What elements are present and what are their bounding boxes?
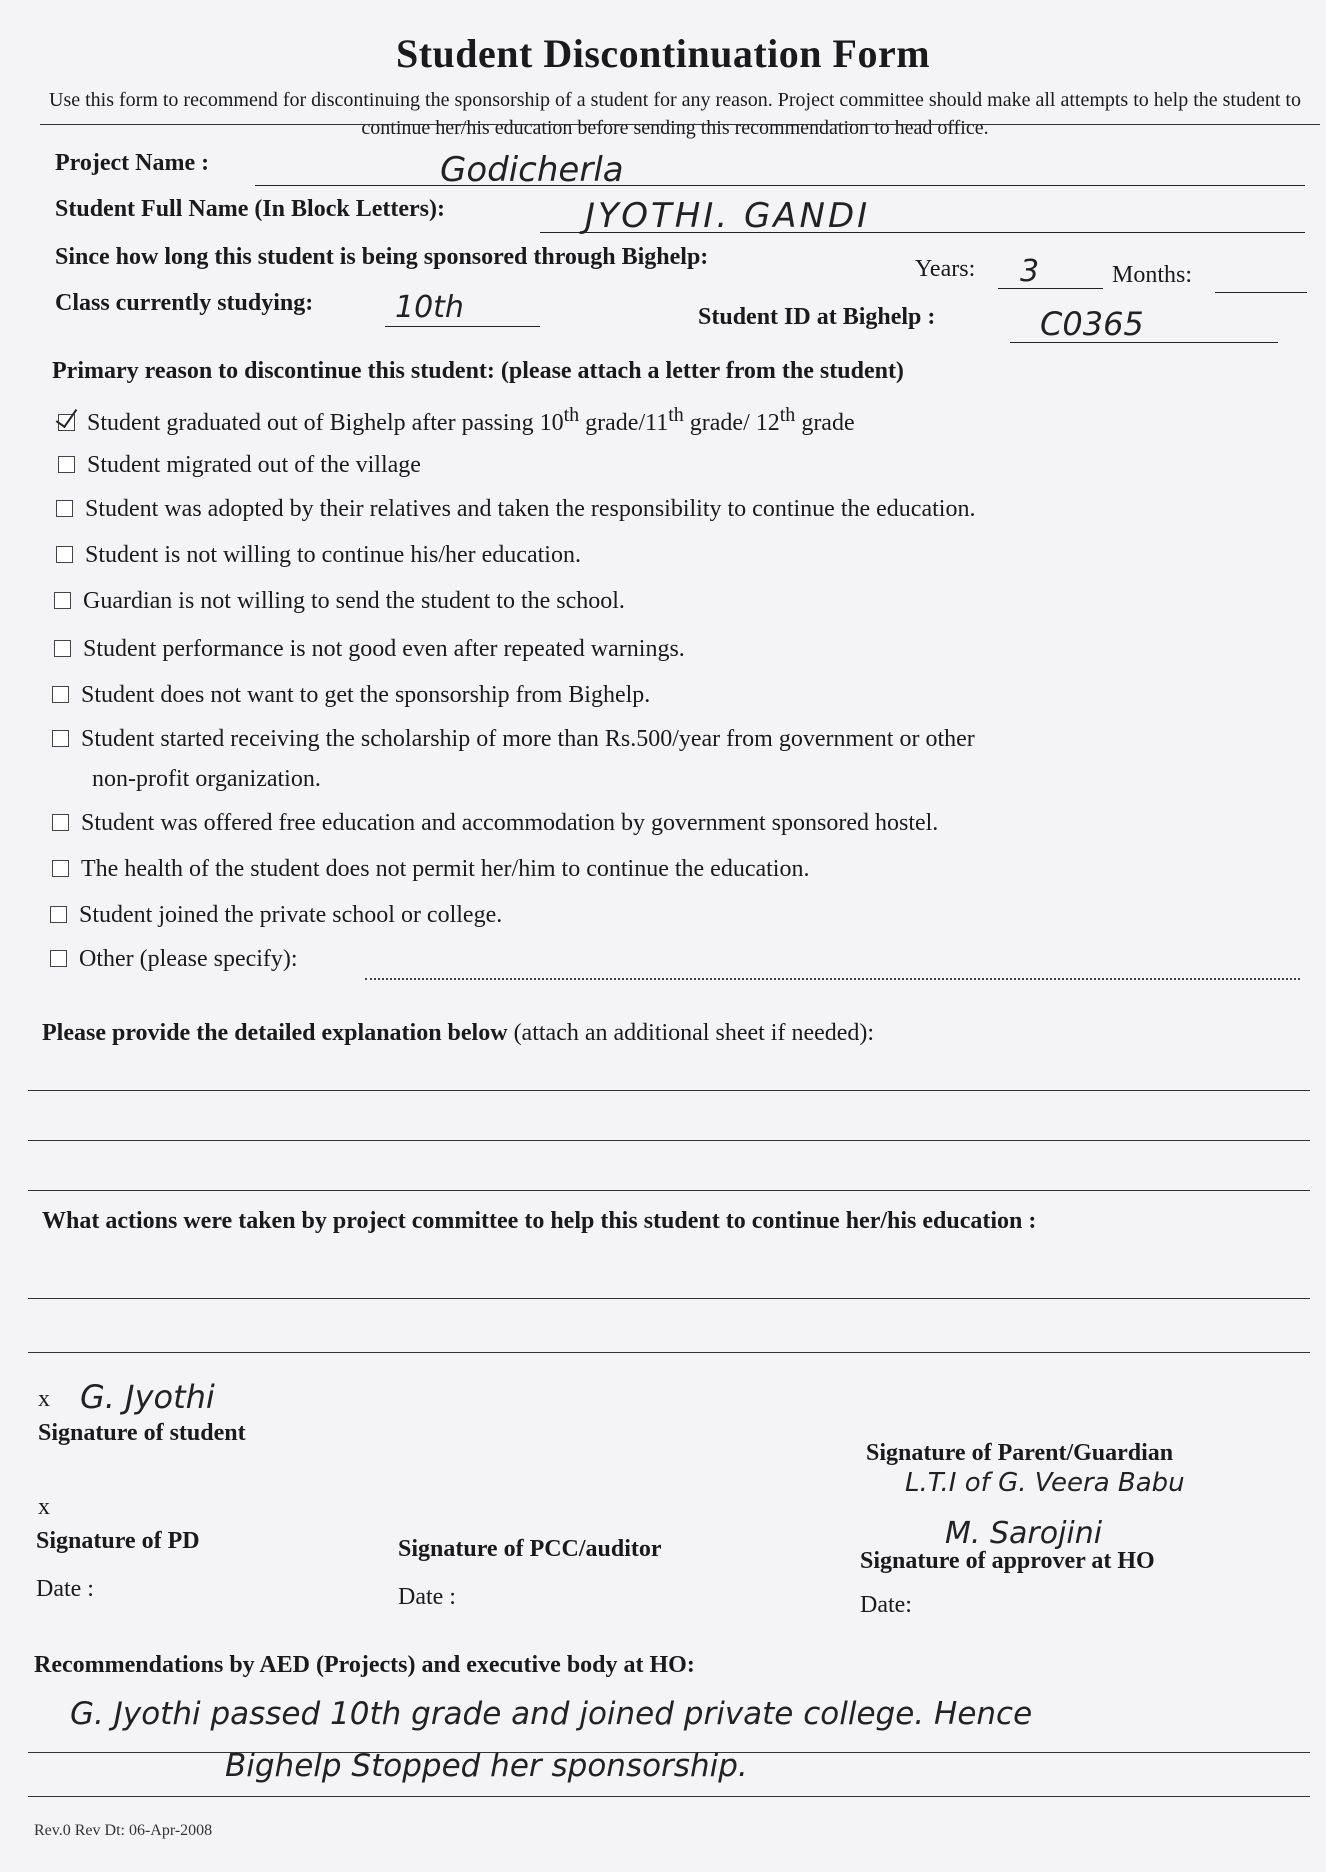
reason-checkbox-7[interactable]: [52, 730, 69, 747]
reason-label-8: Student was offered free education and accommodation by government sponsored hostel.: [81, 810, 939, 836]
student-id-value[interactable]: C0365: [1040, 305, 1144, 343]
project-name-value[interactable]: Godicherla: [440, 150, 624, 190]
actions-line-1[interactable]: [28, 1298, 1310, 1299]
explanation-label-text: Please provide the detailed explanation below: [42, 1020, 508, 1046]
explanation-line-3[interactable]: [28, 1190, 1310, 1191]
student-x-mark: x: [38, 1386, 50, 1412]
explanation-line-1[interactable]: [28, 1090, 1310, 1091]
recommendations-line-2[interactable]: Bighelp Stopped her sponsorship.: [225, 1748, 748, 1784]
explanation-label: [42, 1020, 874, 1047]
parent-signature-label: Signature of Parent/Guardian: [866, 1440, 1174, 1466]
student-name-label-text: Student Full Name (In Block Letters):: [55, 196, 445, 222]
reason-label-4: Guardian is not willing to send the student to the school.: [83, 588, 625, 614]
reason-checkbox-1[interactable]: [58, 456, 75, 473]
reason-checkbox-6[interactable]: [52, 686, 69, 703]
reason-checkbox-2[interactable]: [56, 500, 73, 517]
reason-checkbox-11[interactable]: [50, 950, 67, 967]
reason-label-3: Student is not willing to continue his/her education.: [85, 542, 581, 568]
months-line[interactable]: [1215, 292, 1307, 293]
reason-label-7-cont: non-profit organization.: [92, 766, 321, 792]
reasons-heading-text: Primary reason to discontinue this student:: [52, 358, 495, 384]
student-name-value[interactable]: JYOTHI. GANDI: [585, 196, 871, 236]
student-name-label: [55, 196, 445, 223]
years-line: [998, 288, 1103, 289]
reason-checkbox-10[interactable]: [50, 906, 67, 923]
approver-signature-label: Signature of approver at HO: [860, 1548, 1155, 1574]
years-label: Years:: [915, 256, 976, 282]
form-title: Student Discontinuation Form: [395, 31, 931, 76]
years-value[interactable]: 3: [1020, 254, 1040, 289]
reason-label-5: Student performance is not good even after repeated warnings.: [83, 636, 685, 662]
approver-date-label[interactable]: Date:: [860, 1592, 912, 1618]
reason-item-9[interactable]: [52, 856, 809, 883]
revision-footer: Rev.0 Rev Dt: 06-Apr-2008: [34, 1822, 213, 1839]
student-signature-value[interactable]: G. Jyothi: [80, 1378, 215, 1416]
other-specify-line[interactable]: [365, 978, 1300, 980]
pcc-signature-label: Signature of PCC/auditor: [398, 1536, 662, 1562]
recommendations-line-1[interactable]: G. Jyothi passed 10th grade and joined private college. Hence: [70, 1696, 1033, 1732]
reason-item-7[interactable]: [52, 726, 975, 753]
reason-checkbox-0[interactable]: [58, 414, 75, 431]
reason-label-10: Student joined the private school or college.: [79, 902, 503, 928]
sponsored-label: Since how long this student is being sponsored through Bighelp:: [55, 244, 709, 270]
reasons-heading: [52, 358, 904, 385]
reason-checkbox-3[interactable]: [56, 546, 73, 563]
reason-checkbox-4[interactable]: [54, 592, 71, 609]
reason-checkbox-8[interactable]: [52, 814, 69, 831]
pcc-date-label[interactable]: Date :: [398, 1584, 456, 1610]
form-intro: Use this form to recommend for discontinuing the sponsorship of a student for any reason. Project committee should make all attempts to help the student to continue her/his education before sending this recommendation to head office.: [49, 89, 1301, 139]
actions-line-2[interactable]: [28, 1352, 1310, 1353]
reason-item-4[interactable]: [54, 588, 625, 615]
student-signature-label: Signature of student: [38, 1420, 246, 1446]
reason-label-7: Student started receiving the scholarship of more than Rs.500/year from government or other: [81, 726, 975, 752]
parent-signature-value[interactable]: L.T.I of G. Veera Babu: [905, 1468, 1185, 1498]
project-name-label: Project Name :: [55, 150, 210, 176]
explanation-note: (attach an additional sheet if needed):: [513, 1020, 875, 1046]
reason-item-1[interactable]: [58, 452, 421, 479]
explanation-line-2[interactable]: [28, 1140, 1310, 1141]
reason-label-0: Student graduated out of Bighelp after passing 10th grade/11th grade/ 12th grade: [87, 404, 855, 436]
reason-label-1: Student migrated out of the village: [87, 452, 421, 478]
reason-label-9: The health of the student does not permit her/him to continue the education.: [81, 856, 810, 882]
reason-item-5[interactable]: [54, 636, 685, 663]
reason-checkbox-9[interactable]: [52, 860, 69, 877]
pd-signature-label: Signature of PD: [36, 1528, 200, 1554]
reason-item-6[interactable]: [52, 682, 650, 709]
reason-checkbox-5[interactable]: [54, 640, 71, 657]
actions-label: What actions were taken by project committee to help this student to continue her/his education :: [42, 1208, 1037, 1234]
reason-item-0[interactable]: [58, 404, 855, 437]
reason-item-3[interactable]: [56, 542, 581, 569]
reason-item-8[interactable]: [52, 810, 938, 837]
reasons-heading-note: (please attach a letter from the student): [500, 358, 904, 384]
reason-label-2: Student was adopted by their relatives and taken the responsibility to continue the education.: [85, 496, 976, 522]
header-rule: [40, 124, 1320, 125]
reason-item-11[interactable]: [50, 946, 298, 973]
pd-date-label[interactable]: Date :: [36, 1576, 94, 1602]
project-name-line: [255, 185, 1305, 186]
months-label: Months:: [1112, 262, 1193, 288]
pd-x-mark: x: [38, 1494, 50, 1520]
reason-label-11: Other (please specify):: [79, 946, 298, 972]
reason-label-6: Student does not want to get the sponsorship from Bighelp.: [81, 682, 651, 708]
recommendations-rule-2: [28, 1796, 1310, 1797]
class-label: Class currently studying:: [55, 290, 314, 316]
student-id-label: Student ID at Bighelp :: [698, 304, 936, 330]
reason-item-2[interactable]: [56, 496, 975, 523]
class-line: [385, 326, 540, 327]
class-value[interactable]: 10th: [395, 290, 464, 325]
recommendations-label: Recommendations by AED (Projects) and executive body at HO:: [34, 1652, 695, 1678]
approver-signature-value[interactable]: M. Sarojini: [945, 1516, 1103, 1551]
reason-item-10[interactable]: [50, 902, 502, 929]
